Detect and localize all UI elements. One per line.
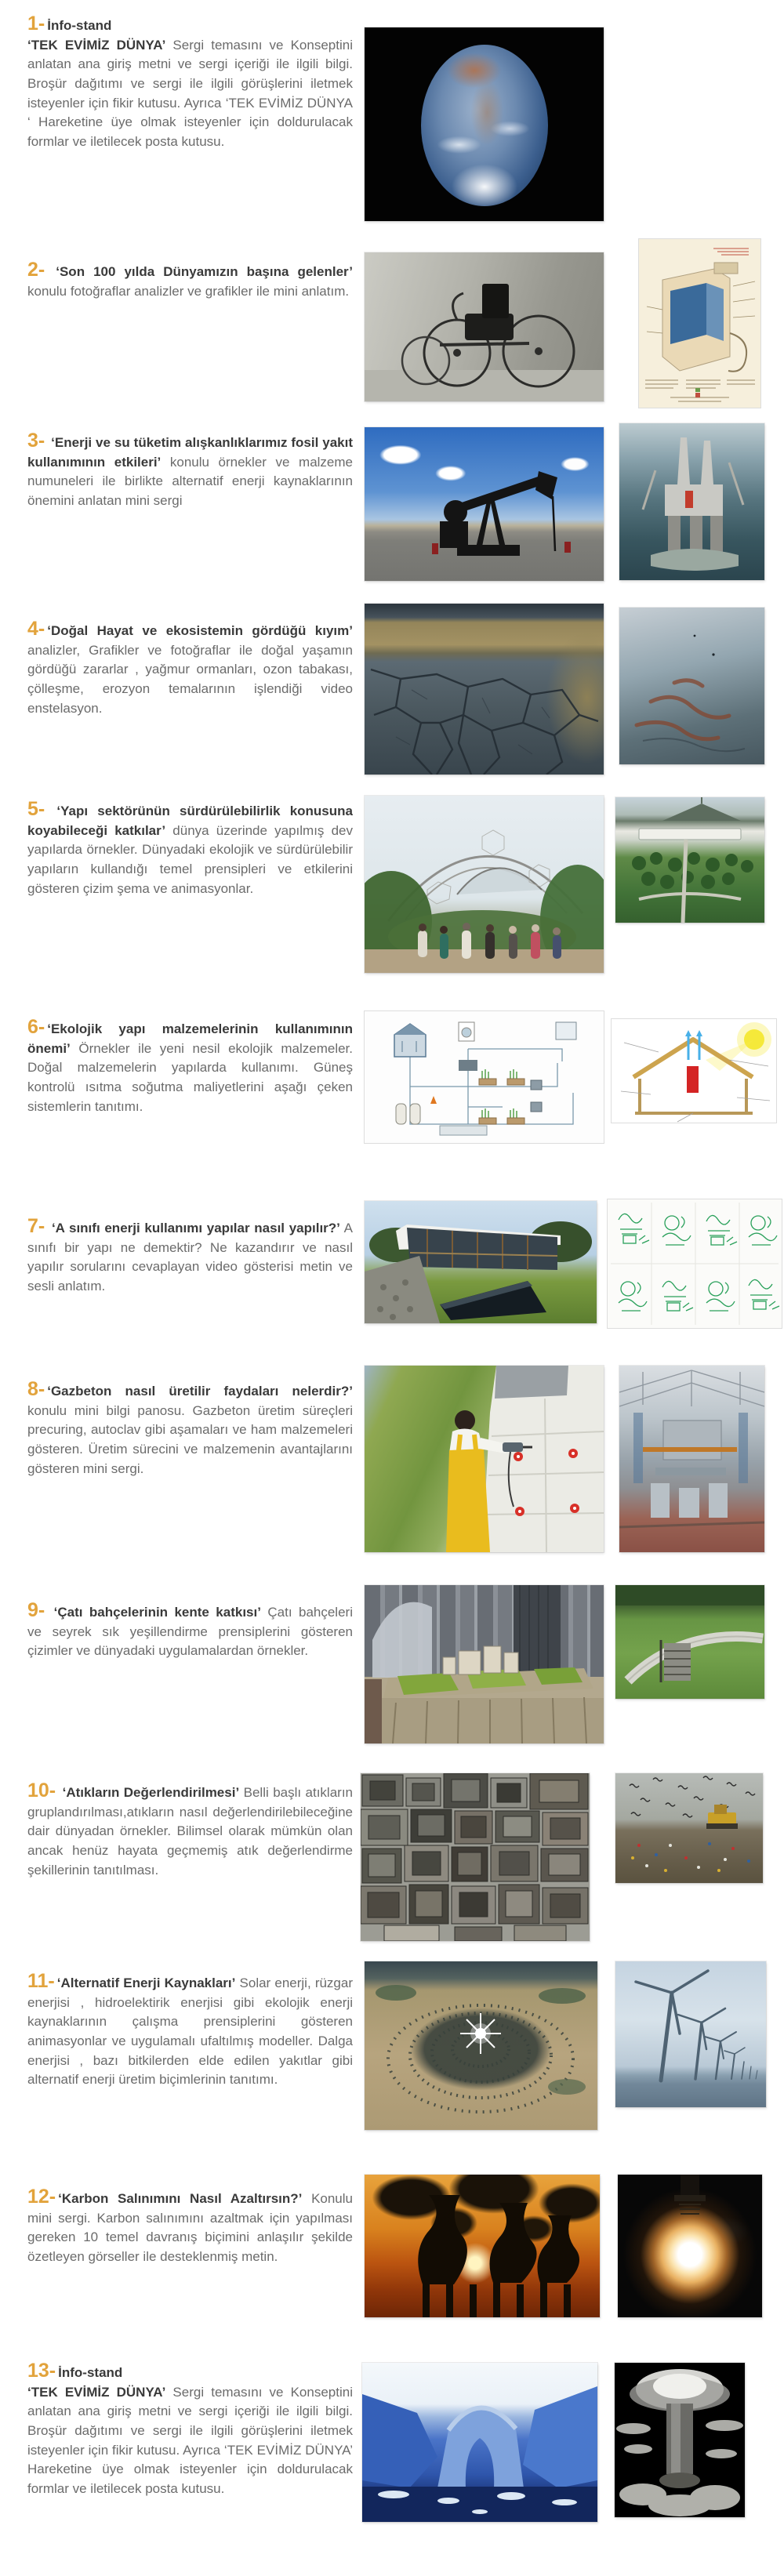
section-1-text — [27, 14, 353, 151]
oil-rig-illustration — [619, 423, 764, 580]
section-title: ‘A sınıfı enerji kullanımı yapılar nasıl yapılır?’ — [51, 1221, 340, 1235]
oil-slick-illustration — [619, 608, 764, 764]
section-body: A sınıfı bir yapı ne demektir? Ne kazandırır ve nasıl yapılır sorularını cevaplayan video gösterisi metin ve sesli anlatım. — [27, 1221, 354, 1293]
landfill-gulls-photo — [615, 1773, 763, 1883]
roof-park-illustration — [615, 797, 764, 923]
aac-factory-photo — [619, 1366, 764, 1552]
section-title: ‘Ekolojik yapı malzemelerinin kullanımının önemi’ — [27, 1021, 353, 1056]
oil-pumpjack-photo — [365, 427, 604, 581]
section-11-text — [27, 1972, 353, 2090]
earth-from-space-photo — [365, 27, 604, 221]
section-6-text — [27, 1018, 353, 1116]
section-number: 10- — [27, 1780, 56, 1801]
vintage-quadricycle-photo — [365, 252, 604, 401]
section-number: 12- — [27, 2186, 56, 2208]
section-body: Örnekler ile yeni nesil ekolojik malzemeler. Doğal malzemelerin yapılarda kullanımı. Güneş kontrolü ısıtma soğutma maliyetlerini aşağı çeken sistemlerin tanıtımı. — [27, 1040, 353, 1114]
section-body: Konulu mini sergi. Karbon salınımını azaltmak için yapılması gereken 10 temel davranış biçimini anlaşılır şekilde özetleyen görseller ile desteklenmiş metin. — [27, 2191, 353, 2264]
section-number: 3- — [27, 430, 45, 452]
section-number: 11- — [27, 1970, 55, 1992]
section-10-text — [27, 1781, 353, 1880]
section-title: ‘TEK EVİMİZ DÜNYA’ — [27, 2384, 166, 2400]
section-3-text — [27, 431, 353, 511]
pumpjack-illustration — [365, 427, 604, 581]
section-5-text — [27, 800, 353, 898]
section-9-text — [27, 1601, 353, 1661]
energy-class-a-building-photo — [365, 1201, 597, 1323]
crt-computer-cutaway-diagram — [639, 239, 760, 408]
passive-house-section-diagram — [612, 1019, 776, 1123]
cracked-lakebed-photo — [365, 604, 604, 775]
section-number: 8- — [27, 1378, 45, 1400]
smokestacks-illustration — [365, 2175, 600, 2317]
section-body: Solar enerji, rüzgar enerjisi , hidroelektirik enerjisi gibi ekolojik enerji kaynaklarının çalışma prensiplerini gösteren animasyonlar ve uygulamalı ufaltılmış modeller. Dalga enerjisi , bazı bitkilerden elde edilen yakıtlar gibi alternatif enerji üretim biçimlerinin tanıtımı. — [27, 1976, 354, 2088]
iceberg-illustration — [362, 2363, 597, 2522]
ewaste-illustration — [361, 1773, 590, 1941]
class-a-building-illustration — [365, 1201, 597, 1323]
section-title: ‘Çatı bahçelerinin kente katkısı’ — [53, 1605, 261, 1620]
light-bulb-photo — [618, 2175, 762, 2317]
landfill-illustration — [615, 1773, 763, 1883]
water-recycling-schematic — [365, 1011, 604, 1143]
section-body: Sergi temasını ve Konseptini anlatan ana giriş metni ve sergi içeriği ile ilgili bilgi. Broşür dağıtımı ve sergi ile ilgili görüşlerini iletmek isteyenler için fikir kutusu. Ayrıca ‘TEK EVİMİZ DÜNYA’ Hareketine üye olmak isteyenler için doldurulacak formlar ve iletilecek posta kutusu. — [27, 2384, 353, 2496]
section-heading: İnfo-stand — [47, 18, 112, 33]
solar-tower-plant-aerial-photo — [365, 1961, 597, 2130]
aac-wall-worker-photo — [365, 1366, 604, 1552]
biodome-illustration — [365, 796, 604, 973]
section-2-text — [27, 260, 353, 301]
section-title: ‘Son 100 yılda Dünyamızın başına gelenler’ — [56, 264, 353, 279]
iceberg-arch-photo — [362, 2363, 597, 2522]
section-title: ‘Doğal Hayat ve ekosistemin gördüğü kıyım’ — [47, 623, 353, 638]
offshore-oil-rig-photo — [619, 423, 764, 580]
section-number: 7- — [27, 1215, 45, 1237]
green-roof-stair-photo — [615, 1585, 764, 1699]
solar-plant-illustration — [365, 1961, 597, 2130]
section-body: konulu fotoğraflar analizler ve grafikler ile mini anlatım. — [27, 283, 350, 299]
section-body: analizler, Grafikler ve fotoğraflar ile doğal yaşamın gördüğü zararlar , yağmur ormanları, ozon tabakası, çölleşme, erozyon temalarının işlendiği video enstelasyon. — [27, 642, 353, 716]
smokestacks-sunset-photo — [365, 2175, 600, 2317]
section-body: dünya üzerinde yapılmış dev yapılarda örnekler. Dünyadaki ekolojik ve sürdürülebilir yapıların kullandığı temel prensipleri ve etkilerini gösteren çizim şema ve animasyonlar. — [27, 822, 353, 896]
passive-house-illustration — [612, 1019, 776, 1123]
section-12-text — [27, 2187, 353, 2267]
crt-diagram-illustration — [639, 239, 760, 408]
eden-biodome-photo — [365, 796, 604, 973]
oil-spill-aerial-photo — [619, 608, 764, 764]
section-title: ‘Gazbeton nasıl üretilir faydaları nelerdir?’ — [47, 1384, 353, 1399]
section-8-text — [27, 1380, 353, 1478]
section-number: 9- — [27, 1599, 45, 1621]
section-number: 1- — [27, 13, 45, 34]
sketches-illustration — [608, 1199, 782, 1328]
section-body: konulu örnekler ve malzeme numuneleri ile birlikte alternatif enerji kaynaklarının önemini anlatan mini sergi — [27, 454, 353, 508]
section-title: ‘Enerji ve su tüketim alışkanlıklarımız fosil yakıt kullanımının etkileri’ — [27, 435, 353, 470]
section-title: ‘Karbon Salınımını Nasıl Azaltırsın?’ — [58, 2191, 303, 2206]
mushroom-cloud-illustration — [615, 2363, 745, 2517]
ewaste-tv-pile-photo — [361, 1773, 590, 1941]
section-title: ‘Atıkların Değerlendirilmesi’ — [62, 1785, 240, 1800]
roof-stair-illustration — [615, 1585, 764, 1699]
green-concept-sketches — [608, 1199, 782, 1328]
section-body: Sergi temasını ve Konseptini anlatan ana giriş metni ve sergi içeriği ile ilgili bilgi. Broşür dağıtımı ve sergi ile ilgili görüşlerini iletmek isteyenler için fikir kutusu. Ayrıca ‘TEK EVİMİZ DÜNYA ‘ Hareketine üye olmak isteyenler için doldurulacak formlar ve iletilecek posta kutusu. — [27, 37, 353, 149]
section-7-text — [27, 1217, 353, 1297]
mushroom-cloud-photo — [615, 2363, 745, 2517]
aac-worker-illustration — [365, 1366, 604, 1552]
wind-turbines-illustration — [615, 1961, 766, 2107]
section-number: 2- — [27, 259, 45, 281]
vintage-car-illustration — [365, 252, 604, 401]
section-number: 5- — [27, 798, 45, 820]
water-diagram-illustration — [365, 1011, 604, 1143]
green-roof-park-aerial-photo — [615, 797, 764, 923]
offshore-wind-turbines-photo — [615, 1961, 766, 2107]
section-body: Çatı bahçeleri ve seyrek sık yeşillendirme prensiplerini gösteren çizimler ve dünyadaki uygulamalardan örnekler. — [27, 1605, 353, 1659]
section-number: 13- — [27, 2360, 56, 2382]
section-title: ‘TEK EVİMİZ DÜNYA’ — [27, 37, 166, 53]
city-hall-green-roof-photo — [365, 1585, 604, 1743]
section-title: ‘Yapı sektörünün sürdürülebilirlik konusuna koyabileceği katkılar’ — [27, 804, 353, 838]
section-heading: İnfo-stand — [58, 2365, 123, 2380]
section-title: ‘Alternatif Enerji Kaynakları’ — [56, 1976, 236, 1990]
aac-factory-illustration — [619, 1366, 764, 1552]
section-number: 4- — [27, 618, 45, 640]
city-green-roof-illustration — [365, 1585, 604, 1743]
section-body: Belli başlı atıkların gruplandırılması,atıkların nasıl değerlendirilebileceğine dair dünyadan örnekler. Bilimsel olarak mümkün olan ancak henüz hayata geçmemiş atık değerlendirme şekillerinin tanıtılması. — [27, 1785, 354, 1878]
bulb-illustration — [618, 2175, 762, 2317]
section-13-text — [27, 2361, 353, 2498]
section-number: 6- — [27, 1016, 45, 1038]
section-4-text — [27, 619, 353, 718]
cracked-earth-illustration — [365, 604, 604, 775]
section-body: konulu mini bilgi panosu. Gazbeton üretim süreçleri precuring, autoclav gibi aşamaları ve ham malzemeleri gösteren. Üretim sürecini ve malzemenin avantajlarını gösteren mini sergi. — [27, 1402, 353, 1476]
